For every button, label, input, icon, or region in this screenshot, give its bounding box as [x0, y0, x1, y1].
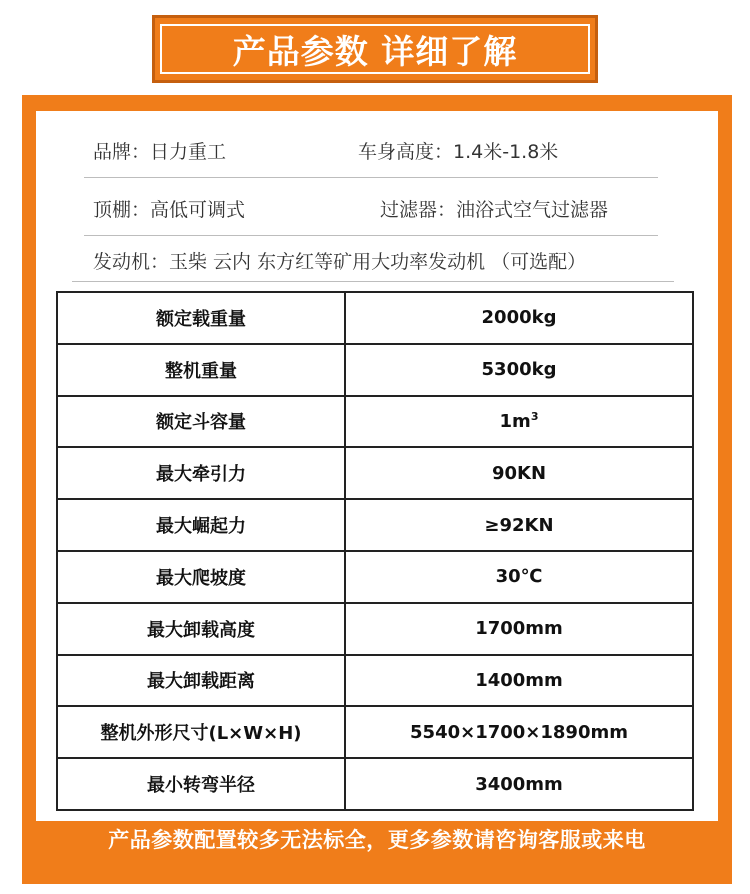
- table-row: [57, 551, 693, 603]
- spec-brand: [93, 137, 226, 164]
- param-value: 2000kg: [345, 292, 693, 344]
- table-row: [57, 447, 693, 499]
- table-row: [57, 344, 693, 396]
- orange-frame: [22, 95, 732, 884]
- divider: [84, 177, 658, 178]
- spec-engine: [93, 247, 586, 274]
- param-value: 1700mm: [345, 603, 693, 655]
- table-row: [57, 706, 693, 758]
- table-row: [57, 603, 693, 655]
- engine-value: 玉柴 云内 东方红等矿用大功率发动机 （可选配）: [169, 251, 587, 273]
- params-table: [56, 291, 694, 811]
- divider: [72, 281, 674, 282]
- engine-label: 发动机：: [93, 251, 170, 273]
- footer-note: 产品参数配置较多无法标全，更多参数请咨询客服或来电: [108, 828, 646, 852]
- title-banner: [152, 15, 598, 83]
- param-value: 1400mm: [345, 655, 693, 707]
- table-row: [57, 292, 693, 344]
- param-name: 整机外形尺寸(L×W×H): [57, 706, 345, 758]
- table-row: [57, 655, 693, 707]
- param-value-cell: [345, 396, 693, 448]
- spec-panel: [36, 111, 718, 821]
- table-row: [57, 396, 693, 448]
- table-row: [57, 758, 693, 810]
- brand-label: 品牌：: [93, 141, 151, 163]
- param-name: 整机重量: [57, 344, 345, 396]
- table-row: [57, 499, 693, 551]
- filter-value: 油浴式空气过滤器: [456, 199, 609, 221]
- filter-label: 过滤器：: [380, 199, 457, 221]
- spec-canopy: [93, 195, 245, 222]
- param-value: 30℃: [345, 551, 693, 603]
- param-name: 最大崛起力: [57, 499, 345, 551]
- param-value: ≥92KN: [345, 499, 693, 551]
- param-value: 5300kg: [345, 344, 693, 396]
- height-value: 1.4米-1.8米: [453, 141, 559, 163]
- param-value: 5540×1700×1890mm: [345, 706, 693, 758]
- canopy-value: 高低可调式: [150, 199, 246, 221]
- param-name: 最大卸载距离: [57, 655, 345, 707]
- superscript: 3: [530, 410, 539, 424]
- param-name: 最小转弯半径: [57, 758, 345, 810]
- canopy-label: 顶棚：: [93, 199, 151, 221]
- param-value: 3400mm: [345, 758, 693, 810]
- param-name: 额定斗容量: [57, 396, 345, 448]
- param-name: 额定载重量: [57, 292, 345, 344]
- param-value: 1m: [499, 411, 531, 433]
- divider: [84, 235, 658, 236]
- height-label: 车身高度：: [358, 141, 454, 163]
- param-name: 最大爬坡度: [57, 551, 345, 603]
- spec-filter: [380, 195, 608, 222]
- param-name: 最大卸载高度: [57, 603, 345, 655]
- page-title: 产品参数 详细了解: [160, 24, 590, 74]
- brand-value: 日力重工: [150, 141, 227, 163]
- param-value: 90KN: [345, 447, 693, 499]
- param-name: 最大牵引力: [57, 447, 345, 499]
- spec-height: [358, 137, 558, 164]
